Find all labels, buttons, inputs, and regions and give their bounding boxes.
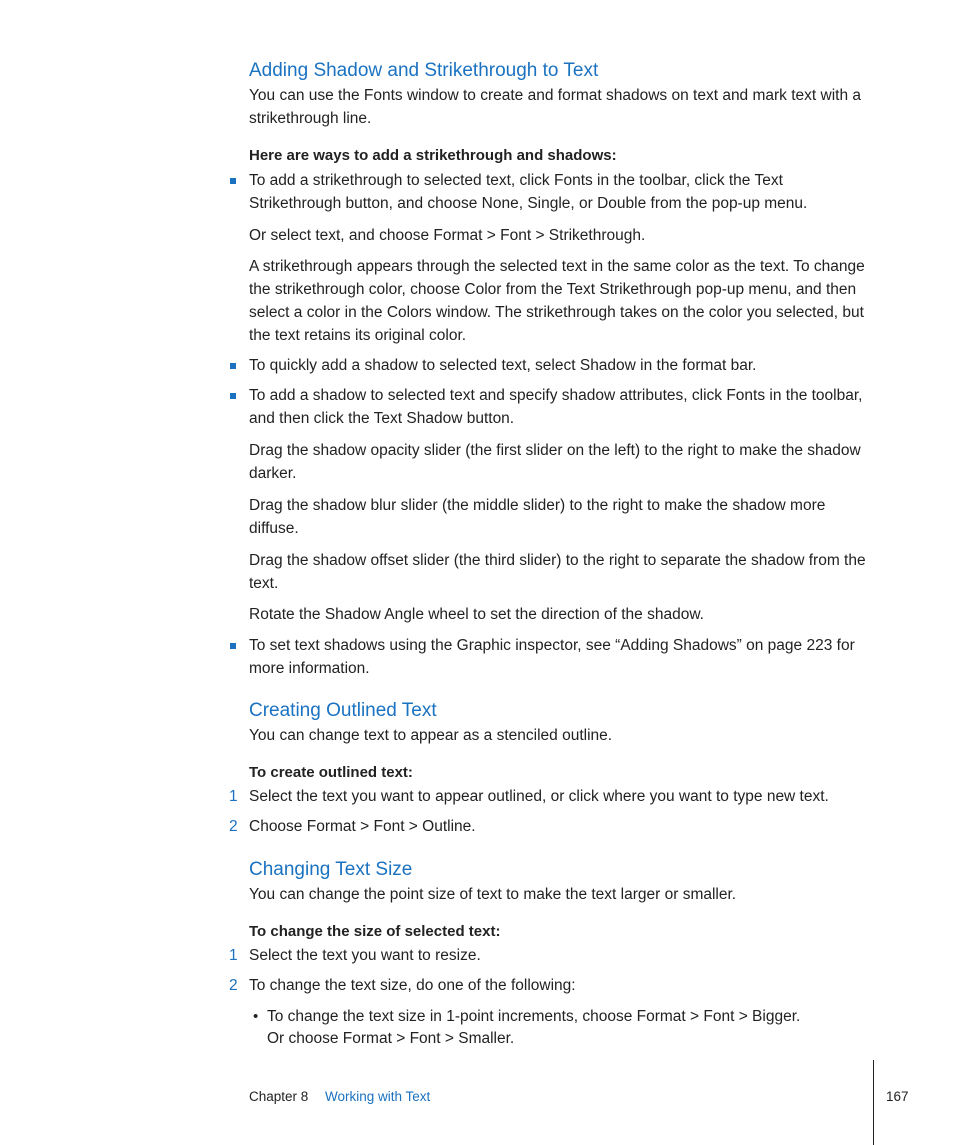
shadow-bullet-3-para-4: Drag the shadow offset slider (the third slider) to the right to separate the shadow from the text. bbox=[249, 552, 866, 592]
shadow-bullet-3: To add a shadow to selected text and specify shadow attributes, click Fonts in the toolbar, and then click the Text Shadow button. bbox=[249, 387, 863, 427]
shadow-lead: Here are ways to add a strikethrough and shadows: bbox=[249, 147, 617, 164]
footer-chapter: Chapter 8 bbox=[249, 1089, 309, 1104]
bullet-square-icon bbox=[230, 178, 236, 184]
size-step-1: Select the text you want to resize. bbox=[249, 947, 481, 964]
step-number: 2 bbox=[229, 818, 238, 835]
outlined-step-2: Choose Format > Font > Outline. bbox=[249, 818, 476, 835]
outlined-lead: To create outlined text: bbox=[249, 764, 413, 781]
shadow-bullet-1-para-3: A strikethrough appears through the selected text in the same color as the text. To change the strikethrough color, choose Color from the Text Strikethrough pop-up menu, and then select a color in the Colors window. The strikethrough takes on the color you selected, but the text retains its original color. bbox=[249, 258, 865, 344]
size-step-2: To change the text size, do one of the following: bbox=[249, 977, 576, 994]
size-lead: To change the size of selected text: bbox=[249, 923, 501, 940]
step-number: 1 bbox=[229, 947, 238, 964]
shadow-bullet-3-para-3: Drag the shadow blur slider (the middle slider) to the right to make the shadow more diffuse. bbox=[249, 497, 826, 537]
shadow-bullet-2: To quickly add a shadow to selected text, select Shadow in the format bar. bbox=[249, 357, 757, 374]
size-sub-bullet-1: To change the text size in 1-point increments, choose Format > Font > Bigger. bbox=[267, 1008, 801, 1025]
shadow-bullet-3-para-5: Rotate the Shadow Angle wheel to set the direction of the shadow. bbox=[249, 606, 704, 623]
outlined-step-1: Select the text you want to appear outlined, or click where you want to type new text. bbox=[249, 788, 829, 805]
step-number: 2 bbox=[229, 977, 238, 994]
outlined-intro: You can change text to appear as a stenciled outline. bbox=[249, 727, 613, 744]
section-heading-shadow: Adding Shadow and Strikethrough to Text bbox=[249, 60, 599, 81]
shadow-bullet-1-para-2: Or select text, and choose Format > Font > Strikethrough. bbox=[249, 227, 646, 244]
section-heading-size: Changing Text Size bbox=[249, 859, 413, 880]
page-number: 167 bbox=[886, 1089, 909, 1104]
size-intro: You can change the point size of text to make the text larger or smaller. bbox=[249, 886, 737, 903]
bullet-square-icon bbox=[230, 363, 236, 369]
shadow-bullet-1: To add a strikethrough to selected text, click Fonts in the toolbar, click the Text Strikethrough button, and choose None, Single, or Double from the pop-up menu. bbox=[249, 172, 808, 212]
shadow-bullet-4: To set text shadows using the Graphic inspector, see “Adding Shadows” on page 223 for more information. bbox=[249, 637, 855, 677]
sub-bullet-dot-icon: • bbox=[253, 1008, 259, 1025]
footer-chapter-title: Working with Text bbox=[325, 1089, 431, 1104]
bullet-square-icon bbox=[230, 393, 236, 399]
bullet-square-icon bbox=[230, 643, 236, 649]
section-heading-outlined: Creating Outlined Text bbox=[249, 700, 437, 721]
shadow-bullet-3-para-2: Drag the shadow opacity slider (the first slider on the left) to the right to make the shadow darker. bbox=[249, 442, 861, 482]
size-sub-bullet-1-line-2: Or choose Format > Font > Smaller. bbox=[267, 1030, 515, 1047]
shadow-intro: You can use the Fonts window to create and format shadows on text and mark text with a strikethrough line. bbox=[249, 87, 862, 127]
step-number: 1 bbox=[229, 788, 238, 805]
footer-divider bbox=[873, 1060, 874, 1145]
